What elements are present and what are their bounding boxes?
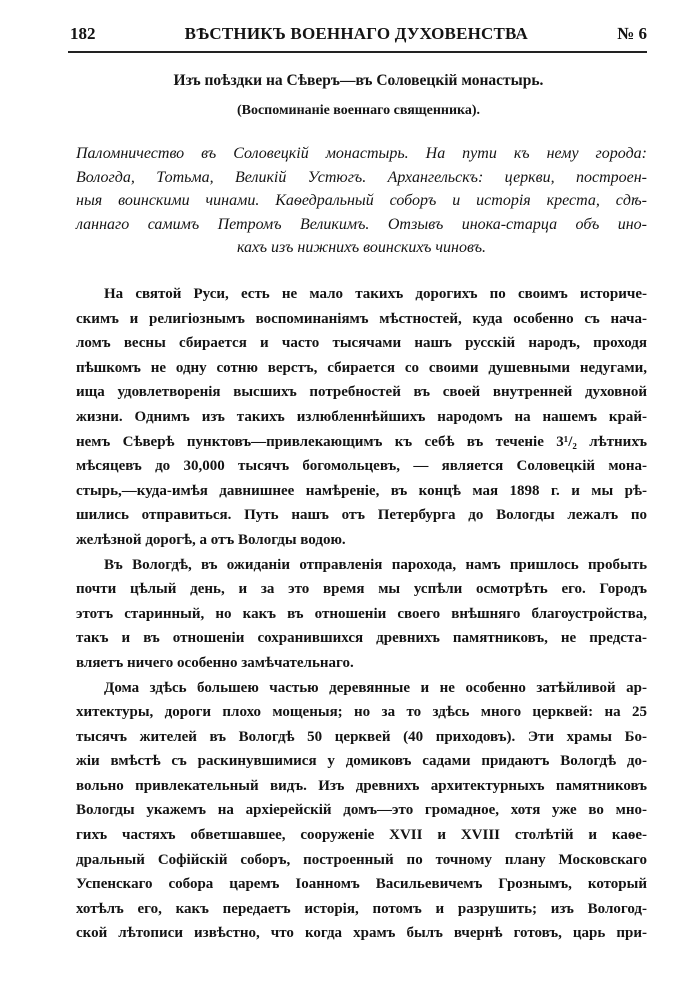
body-line: ломъ весны сбирается и часто тысячами нашъ русскій народъ, проходя — [76, 335, 647, 352]
article-subtitle: (Воспоминаніе военнаго священника). — [236, 103, 481, 118]
body-line: немъ Сѣверѣ пунктовъ—привлекающимъ къ себѣ въ теченіе 3¹/₂ лѣтнихъ — [76, 433, 647, 450]
article-title: Изъ поѣздки на Сѣверъ—въ Соловецкій монастырь. — [173, 72, 544, 89]
body-line: гихъ частяхъ обветшавшее, сооруженіе XVII и XVIII столѣтій и каѳе- — [76, 827, 647, 844]
body-line: жіи вмѣстѣ съ раскинувшимися у домиковъ садами придаютъ Вологдѣ до- — [76, 753, 647, 770]
body-line: шились отправиться. Путь нашъ отъ Петербурга до Вологды лежалъ по — [76, 507, 647, 524]
body-line: скимъ и религіознымъ воспоминаніямъ мѣстностей, куда особенно съ нача- — [76, 310, 647, 327]
body-line: такъ и въ отношеніи сохранившихся древнихъ памятниковъ, не предста- — [76, 630, 647, 647]
body-line: почти цѣлый день, и за это время мы успѣли осмотрѣть его. Городъ — [76, 581, 647, 598]
issue-number: № 6 — [617, 24, 647, 43]
body-line: Дома здѣсь большею частью деревянные и не особенно затѣйливой ар- — [104, 679, 647, 696]
body-line: ища удовлетворенія высшихъ потребностей въ своей внутренней духовной — [76, 384, 647, 401]
body-line: мѣсяцевъ до 30,000 тысячъ богомольцевъ, — является Соловецкій мона- — [76, 458, 647, 475]
body-line: желѣзной дорогѣ, а отъ Вологды водою. — [76, 531, 346, 548]
body-line: Въ Вологдѣ, въ ожиданіи отправленія парохода, намъ пришлось пробыть — [104, 556, 647, 573]
body-line: вольно привлекательный видъ. Изъ древнихъ архитектурныхъ памятниковъ — [76, 777, 647, 794]
running-header — [70, 24, 647, 48]
summary-line: Паломничество въ Соловецкій монастырь. На пути къ нему города: — [76, 145, 647, 162]
body-line: пѣшкомъ не одну сотню верстъ, сбирается со своими душевными недугами, — [76, 359, 647, 376]
page-number: 182 — [70, 24, 96, 43]
summary-line: кахъ изъ нижнихъ воинскихъ чиновъ. — [236, 239, 487, 257]
body-line: дральный Софійскій соборъ, построенный по точному плану Московскаго — [76, 851, 647, 868]
summary-line: Вологда, Тотьма, Великій Устюгъ. Архангельскъ: церкви, построен- — [76, 168, 647, 186]
body-line: стырь,—куда-имѣя давнишнее намѣреніе, въ концѣ мая 1898 г. и мы рѣ- — [76, 482, 647, 499]
body-line: хотѣлъ его, какъ передаетъ исторія, потомъ и разрушить; изъ Вологод- — [76, 900, 647, 917]
body-line: жизни. Однимъ изъ такихъ излюбленнѣйшихъ народомъ на нашемъ край- — [76, 408, 647, 425]
summary-line: ныя воинскими чинами. Каѳедральный соборъ и исторія креста, сдѣ- — [76, 192, 647, 210]
article-summary — [76, 142, 647, 260]
body-line: ской лѣтописи извѣстно, что когда храмъ былъ вчернѣ готовъ, царь при- — [76, 925, 647, 942]
body-line: этотъ старинный, но какъ въ отношеніи своего внѣшняго благоустройства, — [76, 605, 647, 622]
article-body — [76, 282, 647, 946]
body-line: хитектуры, дороги плохо мощеныя; но за то здѣсь много церквей: на 25 — [76, 704, 647, 721]
journal-title: ВѢСТНИКЪ ВОЕННАГО ДУХОВЕНСТВА — [184, 24, 528, 43]
body-line: На святой Руси, есть не мало такихъ дорогихъ по своимъ историче- — [104, 286, 647, 302]
body-line: тысячъ жителей въ Вологдѣ 50 церквей (40 приходовъ). Эти храмы Бо- — [76, 728, 647, 745]
body-line: Вологды укажемъ на архіерейскій домъ—это громадное, хотя уже во мно- — [76, 802, 647, 819]
body-line: вляетъ ничего особенно замѣчательнаго. — [76, 654, 354, 671]
summary-line: ланнаго самимъ Петромъ Великимъ. Отзывъ инока-старца объ ино- — [76, 215, 647, 233]
body-line: Успенскаго собора царемъ Іоанномъ Васильевичемъ Грознымъ, который — [76, 876, 647, 893]
header-rule — [68, 51, 647, 53]
